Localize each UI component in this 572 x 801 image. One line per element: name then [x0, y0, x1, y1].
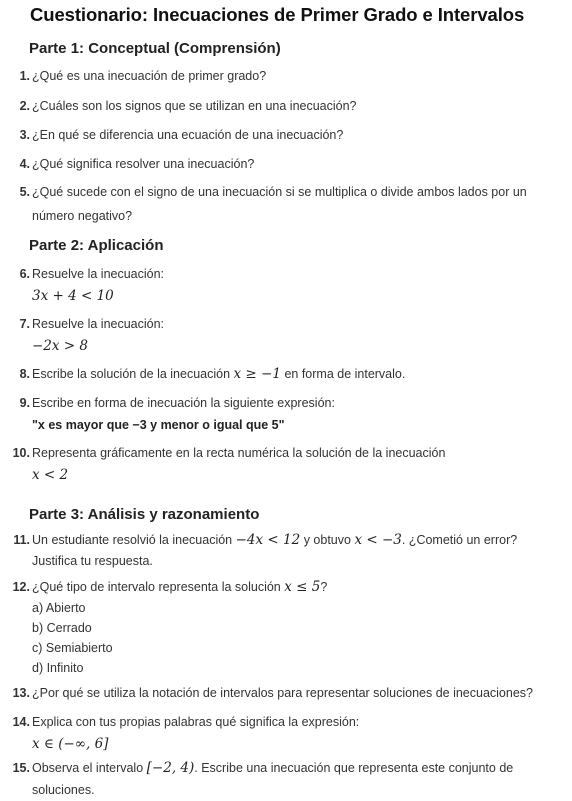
question-14: [8, 711, 560, 755]
question-text: Representa gráficamente en la recta numérica la solución de la inecuación: [32, 446, 446, 460]
question-text: ¿Qué sucede con el signo de una inecuación si se multiplica o divide ambos lados por un número negativo?: [32, 185, 527, 223]
page-title: Cuestionario: Inecuaciones de Primer Grado e Intervalos: [30, 4, 525, 25]
question-text: ¿En qué se diferencia una ecuación de una inecuación?: [32, 128, 344, 142]
question-number: 13.: [12, 686, 30, 700]
interval-expression: [−2, 4): [146, 760, 195, 776]
question-number: 10.: [12, 446, 30, 460]
question-number: 4.: [19, 157, 30, 171]
question-number: 15.: [12, 761, 30, 775]
question-number: 14.: [12, 715, 30, 729]
inequality-expression: 3x + 4 < 10: [32, 288, 114, 304]
question-mark: ?: [320, 580, 328, 594]
interval-expression: x ∈ (−∞, 6]: [32, 736, 109, 752]
question-text-continued: y obtuvo: [303, 533, 351, 547]
question-text: Observa el intervalo: [32, 761, 144, 775]
question-8: [8, 363, 560, 385]
question-number: 5.: [19, 185, 30, 199]
inequality-expression: x < 2: [32, 467, 69, 483]
question-9: [8, 392, 560, 436]
question-10: [8, 442, 560, 486]
question-number: 1.: [19, 69, 30, 83]
question-number: 12.: [12, 580, 30, 594]
question-text: Escribe la solución de la inecuación: [32, 367, 231, 381]
question-text: Resuelve la inecuación:: [32, 317, 165, 331]
section-heading-part-3: Parte 3: Análisis y razonamiento: [29, 506, 260, 523]
question-text-continued: en forma de intervalo.: [284, 367, 406, 381]
quoted-expression: "x es mayor que −3 y menor o igual que 5": [32, 418, 285, 432]
question-7: [8, 313, 560, 357]
question-1: [8, 65, 560, 87]
inequality-expression: −2x > 8: [32, 338, 88, 354]
question-4: [8, 153, 560, 175]
question-text: Escribe en forma de inecuación la siguiente expresión:: [32, 396, 335, 410]
question-13: [8, 682, 560, 704]
section-heading-part-1: Parte 1: Conceptual (Comprensión): [29, 40, 281, 57]
option-d: d) Infinito: [32, 661, 84, 675]
question-text: Explica con tus propias palabras qué significa la expresión:: [32, 715, 360, 729]
section-heading-part-2: Parte 2: Aplicación: [29, 237, 164, 254]
question-6: [8, 263, 560, 307]
question-12: [8, 576, 560, 678]
inequality-expression: x ≥ −1: [233, 366, 281, 382]
question-text-continued: . Escribe una inecuación que representa este conjunto de soluciones.: [32, 761, 514, 797]
option-c: c) Semiabierto: [32, 641, 113, 655]
option-b: b) Cerrado: [32, 621, 92, 635]
inequality-expression: −4x < 12: [235, 532, 301, 548]
inequality-expression: x ≤ 5: [284, 579, 321, 595]
question-number: 3.: [19, 128, 30, 142]
question-text: ¿Por qué se utiliza la notación de intervalos para representar soluciones de inecuaciones?: [32, 686, 533, 700]
question-number: 11.: [13, 533, 30, 547]
question-text: Resuelve la inecuación:: [32, 267, 165, 281]
question-number: 2.: [19, 99, 30, 113]
question-number: 9.: [19, 396, 30, 410]
question-text-end: . ¿Cometió un error? Justifica tu respuesta.: [32, 533, 518, 568]
question-text: ¿Qué significa resolver una inecuación?: [32, 157, 255, 171]
question-number: 6.: [19, 267, 30, 281]
question-text: ¿Qué es una inecuación de primer grado?: [32, 69, 267, 83]
question-11: [8, 530, 560, 572]
question-number: 7.: [19, 317, 30, 331]
question-15: [8, 757, 560, 801]
question-3: [8, 124, 560, 146]
question-number: 8.: [19, 367, 30, 381]
question-text: ¿Cuáles son los signos que se utilizan en una inecuación?: [32, 99, 357, 113]
question-text: Un estudiante resolvió la inecuación: [32, 533, 233, 547]
result-expression: x < −3: [354, 532, 402, 548]
question-2: [8, 95, 560, 117]
question-5: [8, 180, 560, 228]
option-a: a) Abierto: [32, 601, 86, 615]
question-text: ¿Qué tipo de intervalo representa la solución: [32, 580, 281, 594]
